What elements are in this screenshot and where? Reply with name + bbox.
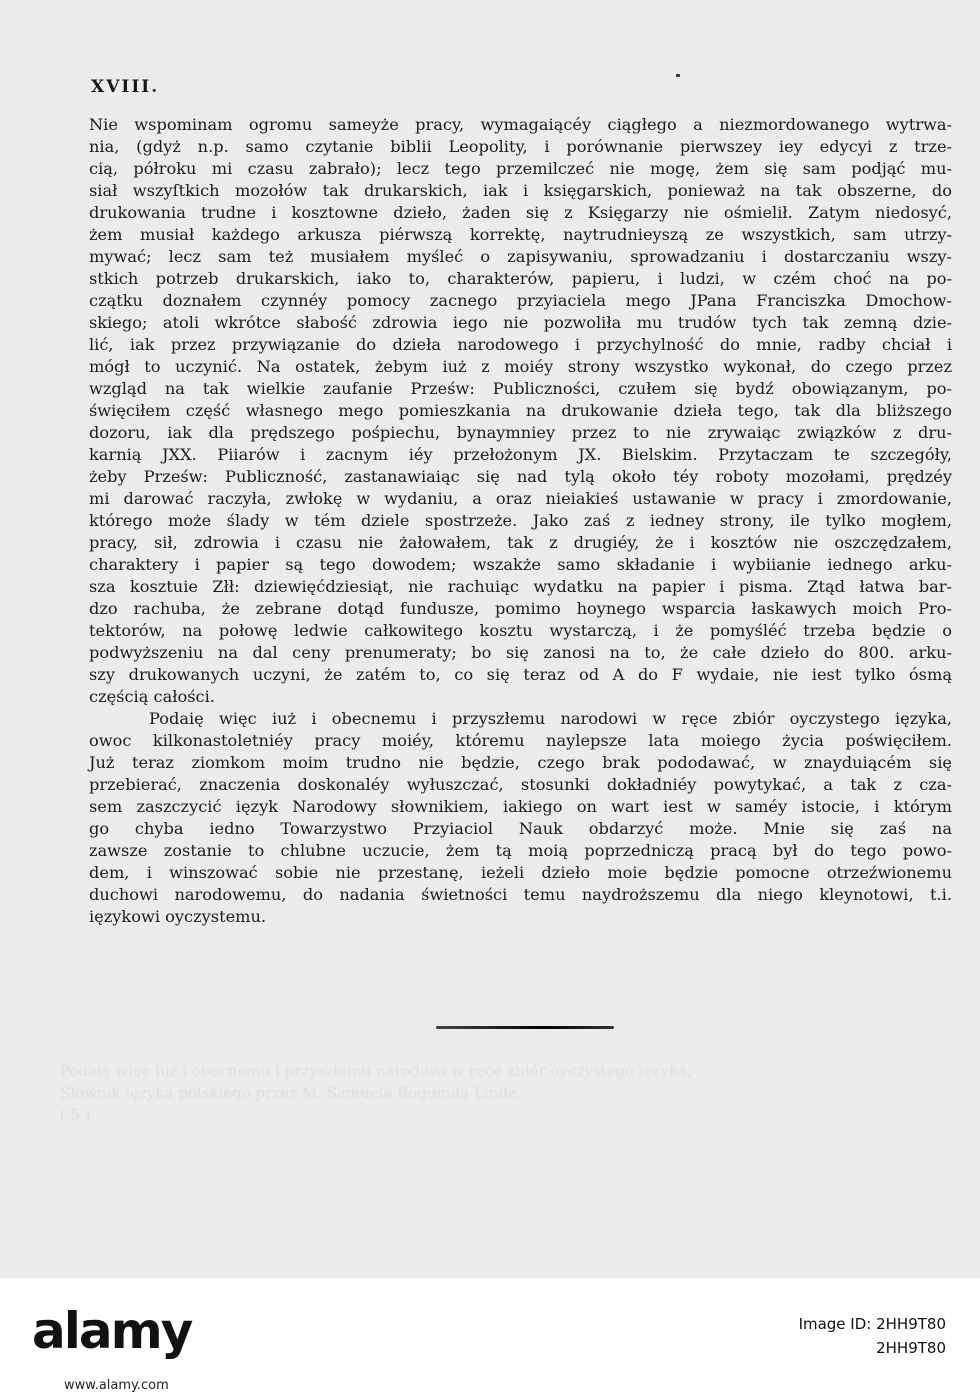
text-line: mi darować raczyła, zwłokę w wydaniu, a oraz nieiakieś ustawanie w pracy i zmordowanie,	[89, 489, 952, 508]
bleed-line: ( 5 )	[60, 1106, 91, 1124]
text-line: czątku doznałem czynnéy pomocy zacnego przyiaciela mego JPana Franciszka Dmochow-	[89, 291, 952, 310]
text-line: cią, półroku mi czasu zabrało); lecz tego przemilczeć nie mogę, żem się sam podjąć mu-	[89, 159, 952, 178]
text-line: owoc kilkonastoletniéy pracy moiéy, któremu naylepsze lata moiego życia poświęciłem.	[89, 731, 952, 750]
text-line: siał wszyſtkich mozołów tak drukarskich, iak i księgarskich, ponieważ na tak obszerne, do	[89, 181, 952, 200]
text-line: dozoru, iak dla prędszego pośpiechu, bynaymniey przez to nie zrywaiąc związków z dru-	[89, 423, 952, 442]
text-line: ięzykowi oyczystemu.	[89, 907, 267, 926]
alamy-logo: alamy	[32, 1302, 192, 1360]
bleed-through-text	[60, 1060, 900, 1126]
text-line: zawsze zostanie to chlubne uczucie, żem tą moią poprzedniczą pracą był do tego powo-	[89, 841, 952, 860]
image-id-label: Image ID: 2HH9T80	[798, 1315, 946, 1333]
text-line: wzgląd na tak wielkie zaufanie Prześw: Publiczności, czułem się bydź obowiązanym, po-	[89, 379, 952, 398]
text-line: karnią JXX. Piiarów i zacnym iéy przełożonym JX. Bielskim. Przytaczam te szczegóły,	[89, 445, 952, 464]
bleed-line: Słownik ięzyka polskiego przez M. Samuela Bogumiła Linde.	[60, 1084, 522, 1102]
text-line: podwyższeniu na dal ceny prenumeraty; bo się zanosi na to, że całe dzieło do 800. arku-	[89, 643, 952, 662]
text-line: go chyba iedno Towarzystwo Przyiaciol Nauk obdarzyć może. Mnie się zaś na	[89, 819, 952, 838]
image-id-code: 2HH9T80	[876, 1339, 946, 1357]
image-meta	[799, 1312, 946, 1360]
end-rule	[436, 1026, 614, 1029]
text-line: mógł to uczynić. Na ostatek, żebym iuż z moiéy strony wszystko wykonał, do czego przez	[89, 357, 952, 376]
text-line: szy drukowanych uczyni, że zatém to, co się teraz od A do F wydaie, nie iest tylko ósmą	[89, 665, 952, 684]
text-line: Podaię więc iuż i obecnemu i przyszłemu narodowi w ręce zbiór oyczystego ięzyka,	[149, 709, 952, 728]
text-line: Nie wspominam ogromu sameyże pracy, wymagaiącéy ciągłego a niezmordowanego wytrwa-	[89, 115, 952, 134]
text-line: sem zaszczycić ięzyk Narodowy słownikiem, iakiego on wart iest w saméy istocie, i którym	[89, 797, 952, 816]
text-line: sza kosztuie Złł: dziewięćdziesiąt, nie rachuiąc wydatku na papier i pisma. Ztąd łatwa bar-	[89, 577, 952, 596]
text-line: żem musiał każdego arkusza piérwszą korrektę, naytrudnieyszą ze wszystkich, sam utrzy-	[89, 225, 952, 244]
text-line: Już teraz ziomkom moim trudno nie będzie, czego brak pododawać, w znayduiącém się	[89, 753, 952, 772]
text-line: mywać; lecz sam też musiałem myśleć o zapisywaniu, sprowadzaniu i dostarczaniu wszy-	[89, 247, 952, 266]
ink-speck	[676, 74, 680, 77]
text-line: częścią całości.	[89, 687, 215, 706]
bleed-line: Podaię więc iuż i obecnemu i przyszłemu narodowi w ręce zbiór oyczystego ięzyka,	[60, 1062, 692, 1080]
text-line: nia, (gdyż n.p. samo czytanie biblii Leopolity, i porównanie pierwszey iey edycyi z trze-	[89, 137, 952, 156]
text-line: przebierać, znaczenia doskonaléy wyłuszczać, stosunki dokładniéy powytykać, a tak z cza-	[89, 775, 952, 794]
alamy-url: www.alamy.com	[64, 1378, 169, 1393]
page-number: XVIII.	[91, 77, 160, 97]
text-line: drukowania trudne i kosztowne dzieło, żaden się z Księgarzy nie ośmielił. Zatym niedosyć,	[89, 203, 952, 222]
text-line: dzo rachuba, że zebrane dotąd fundusze, pomimo hoynego wsparcia łaskawych moich Pro-	[89, 599, 952, 618]
body-text	[89, 114, 952, 928]
text-line: którego może ślady w tém dziele spostrzeże. Jako zaś z iedney strony, ile tylko mogłem,	[89, 511, 952, 530]
text-line: żeby Prześw: Publiczność, zastanawiaiąc się nad tylą około téy roboty mozołami, prędzéy	[89, 467, 952, 486]
text-line: dem, i winszować sobie nie przestanę, ieżeli dzieło moie będzie pomocne otrzeźwionemu	[89, 863, 952, 882]
text-line: stkich potrzeb drukarskich, iako to, charakterów, papieru, i ludzi, w czém choć na po-	[89, 269, 952, 288]
stock-watermark-banner	[0, 1278, 980, 1393]
text-line: lić, iak przez przywiązanie do dzieła narodowego i przychylność do mnie, radby chciał i	[89, 335, 952, 354]
text-line: tektorów, na połowę ledwie całkowitego kosztu wystarczą, i że pomyśléć trzeba będzie o	[89, 621, 952, 640]
text-line: duchowi narodowemu, do nadania świetności temu naydroższemu dla niego kleynotowi, t.i.	[89, 885, 952, 904]
text-line: święciłem część własnego mego pomieszkania na drukowanie dzieła tego, tak dla bliższego	[89, 401, 952, 420]
text-line: skiego; atoli wkrótce słabość zdrowia iego nie pozwoliła mu trudów tych tak zemną dzie-	[89, 313, 952, 332]
text-line: pracy, sił, zdrowia i czasu nie żałowałem, tak z drugiéy, że i kosztów nie oszczędzałem,	[89, 533, 952, 552]
text-line: charaktery i papier są tego dowodem; wszakże samo składanie i wybiianie iednego arku-	[89, 555, 952, 574]
